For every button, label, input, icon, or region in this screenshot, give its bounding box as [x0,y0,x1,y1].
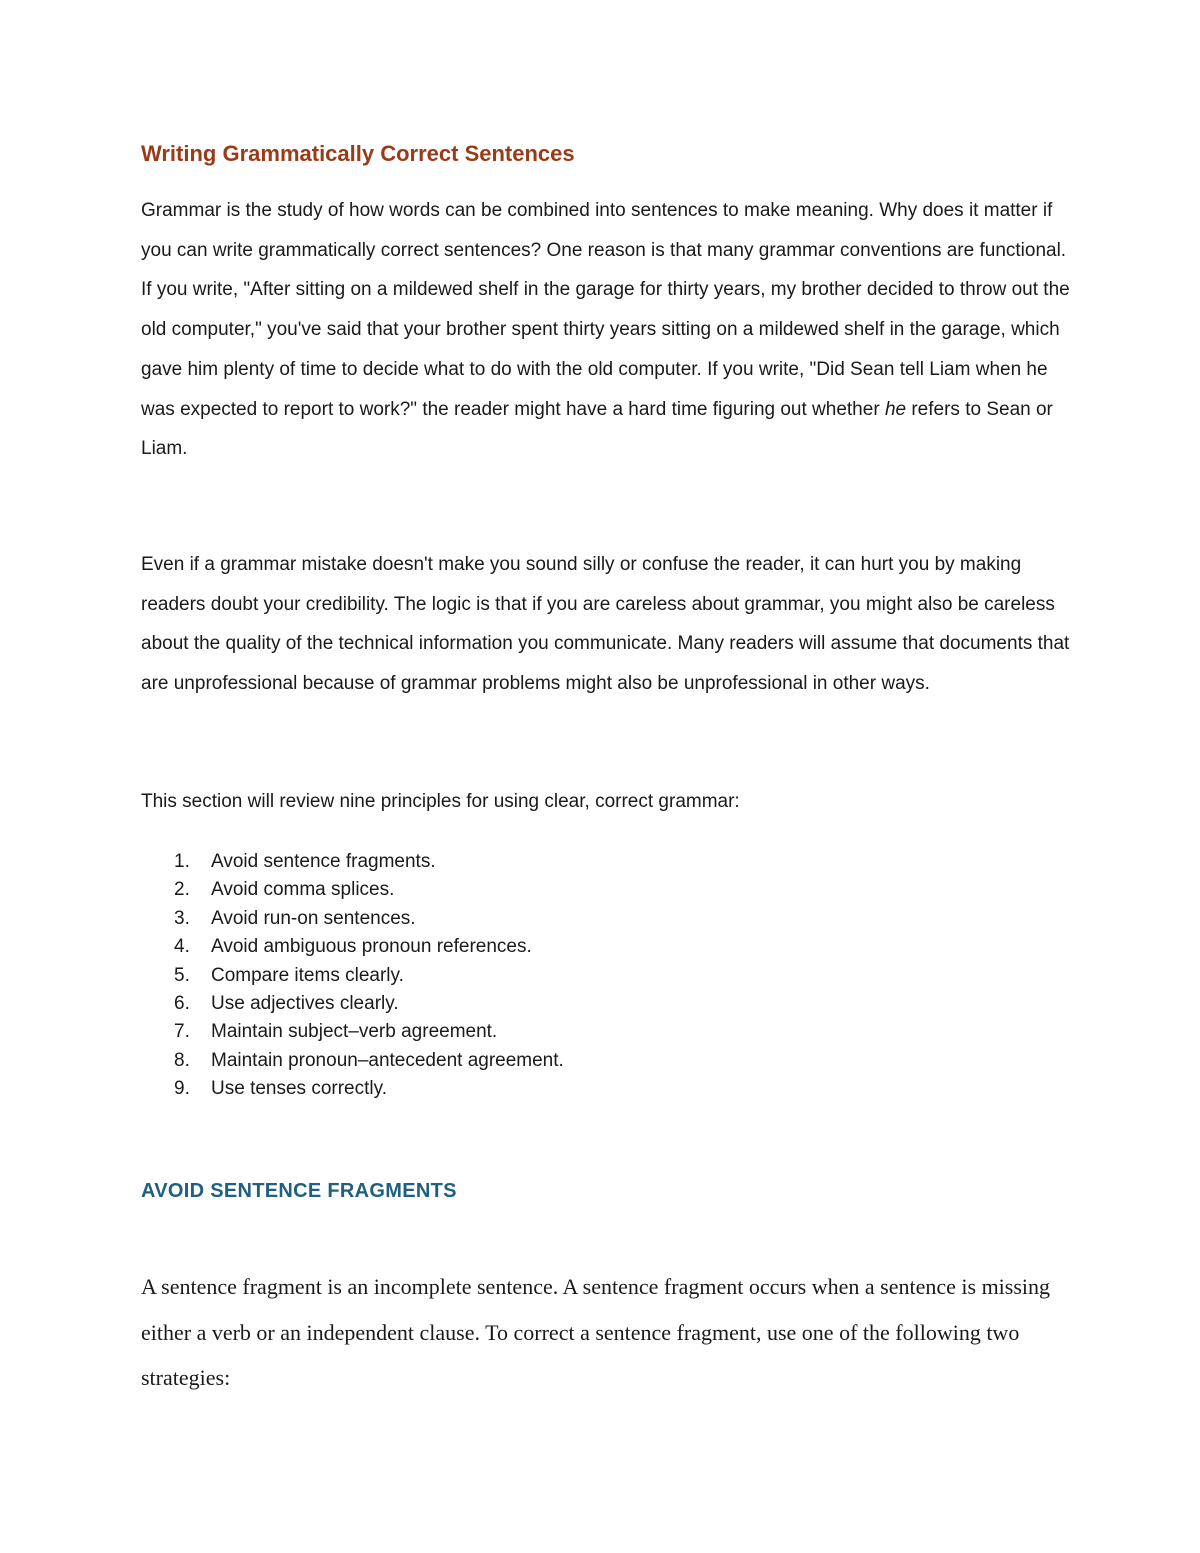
list-item [141,1018,564,1046]
list-item [141,1047,564,1075]
list-item-text: Maintain subject–verb agreement. [211,1021,498,1043]
intro-emphasis: he [884,398,907,420]
list-item [141,876,564,904]
list-item-text: Avoid ambiguous pronoun references. [211,936,532,958]
list-item-text: Maintain pronoun–antecedent agreement. [211,1049,564,1071]
list-item-number: 2. [174,879,190,901]
list-item-number: 6. [174,993,190,1015]
list-item-number: 8. [174,1049,190,1071]
list-item [141,848,564,876]
list-item-number: 1. [174,851,190,872]
page-title: Writing Grammatically Correct Sentences [141,141,575,166]
list-item-text: Avoid run-on sentences. [211,907,416,929]
list-item-text: Use tenses correctly. [211,1078,387,1100]
intro-paragraph [141,191,1071,469]
list-item-number: 4. [174,936,190,958]
credibility-paragraph: Even if a grammar mistake doesn't make you sound silly or confuse the reader, it can hurt you by making readers doubt your credibility. The logic is that if you are careless about grammar, you might also be careless about the quality of the technical information you communicate. Many readers will assume that documents that are unprofessional because of grammar problems might also be unprofessional in other ways. [141,554,1070,695]
list-item-text: Avoid sentence fragments. [211,851,436,872]
list-item-text: Compare items clearly. [211,964,404,986]
intro-text-before: Grammar is the study of how words can be combined into sentences to make meaning. Why does it matter if you can write grammatically correct sentences? One reason is that many grammar conventions are functional. If you write, "After sitting on a mildewed shelf in the garage for thirty years, my brother decided to throw out the old computer," you've said that your brother spent thirty years sitting on a mildewed shelf in the garage, which gave him plenty of time to decide what to do with the old computer. If you write, "Did Sean tell Liam when he was expected to report to work?" the reader might have a hard time figuring out whether [141,200,1070,420]
list-item [141,933,564,961]
list-item [141,905,564,933]
principles-list [141,848,564,1104]
list-item-text: Avoid comma splices. [211,879,395,901]
list-item-number: 5. [174,964,190,986]
list-item [141,990,564,1018]
list-item-number: 3. [174,907,190,929]
list-item [141,962,564,990]
list-item-number: 7. [174,1021,190,1043]
section-heading: AVOID SENTENCE FRAGMENTS [141,1180,457,1202]
list-item [141,1075,564,1103]
section-paragraph: A sentence fragment is an incomplete sentence. A sentence fragment occurs when a sentence is missing either a verb or an independent clause. To correct a sentence fragment, use one of the following two strategies: [141,1274,1051,1390]
list-intro-paragraph: This section will review nine principles for using clear, correct grammar: [141,791,740,812]
intro-text-after: refers to Sean or Liam. [141,398,1053,460]
list-item-number: 9. [174,1078,190,1100]
list-item-text: Use adjectives clearly. [211,993,399,1015]
